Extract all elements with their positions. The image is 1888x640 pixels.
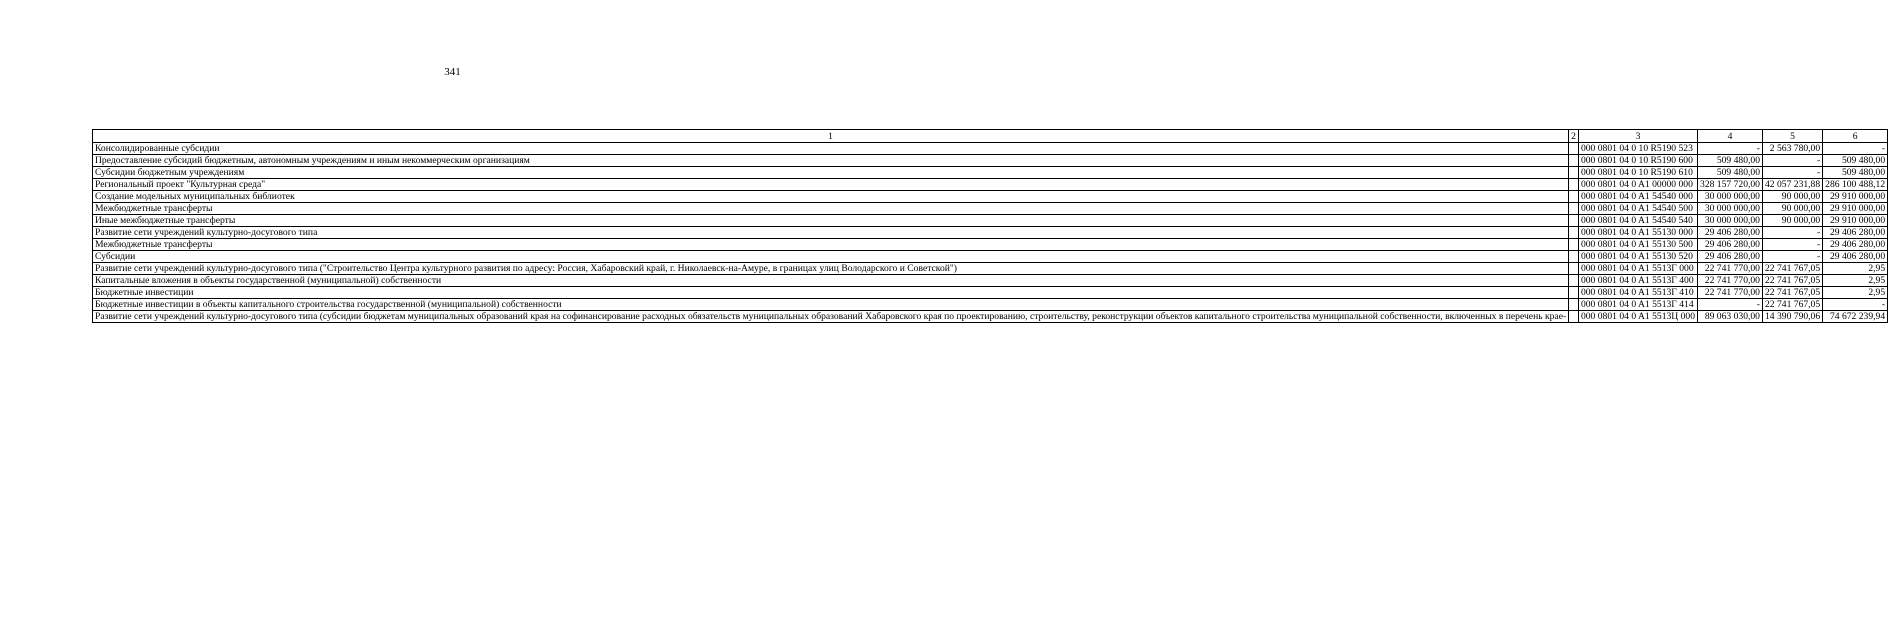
row-amount-6: -: [1823, 299, 1888, 311]
row-name: Межбюджетные трансферты: [93, 203, 1569, 215]
column-header-3: 3: [1578, 130, 1697, 143]
row-col2: [1569, 203, 1579, 215]
row-amount-4: 22 741 770,00: [1698, 275, 1763, 287]
column-header-5: 5: [1762, 130, 1822, 143]
row-col2: [1569, 311, 1579, 323]
row-name: Межбюджетные трансферты: [93, 239, 1569, 251]
table-row: [93, 167, 1888, 179]
row-amount-5: -: [1762, 227, 1822, 239]
row-code: 000 0801 04 0 10 R5190 610: [1578, 167, 1697, 179]
row-amount-4: 29 406 280,00: [1698, 239, 1763, 251]
row-amount-6: 29 910 000,00: [1823, 215, 1888, 227]
row-amount-5: 42 057 231,88: [1762, 179, 1822, 191]
row-name: Субсидии бюджетным учреждениям: [93, 167, 1569, 179]
row-amount-4: 30 000 000,00: [1698, 203, 1763, 215]
row-name: Консолидированные субсидии: [93, 143, 1569, 155]
column-header-6: 6: [1823, 130, 1888, 143]
column-header-1: 1: [93, 130, 1569, 143]
row-code: 000 0801 04 0 A1 54540 540: [1578, 215, 1697, 227]
column-header-4: 4: [1698, 130, 1763, 143]
budget-table: [92, 129, 1888, 323]
row-amount-5: 90 000,00: [1762, 191, 1822, 203]
row-code: 000 0801 04 0 A1 5513Г 400: [1578, 275, 1697, 287]
row-amount-5: 14 390 790,06: [1762, 311, 1822, 323]
row-col2: [1569, 275, 1579, 287]
row-amount-6: 29 406 280,00: [1823, 239, 1888, 251]
table-row: [93, 179, 1888, 191]
row-col2: [1569, 287, 1579, 299]
row-code: 000 0801 04 0 10 R5190 600: [1578, 155, 1697, 167]
row-amount-5: -: [1762, 239, 1822, 251]
row-code: 000 0801 04 0 A1 54540 000: [1578, 191, 1697, 203]
row-amount-4: 328 157 720,00: [1698, 179, 1763, 191]
row-name: Развитие сети учреждений культурно-досугового типа ("Строительство Центра культурного развития по адресу: Россия, Хабаровский край, г. Николаевск-на-Амуре, в границах улиц Володарского и Советской"): [93, 263, 1569, 275]
row-amount-4: 89 063 030,00: [1698, 311, 1763, 323]
row-name: Региональный проект "Культурная среда": [93, 179, 1569, 191]
row-amount-5: 22 741 767,05: [1762, 275, 1822, 287]
row-amount-4: 22 741 770,00: [1698, 287, 1763, 299]
row-col2: [1569, 263, 1579, 275]
row-amount-4: 29 406 280,00: [1698, 227, 1763, 239]
table-row: [93, 215, 1888, 227]
row-amount-5: -: [1762, 155, 1822, 167]
row-col2: [1569, 227, 1579, 239]
table-row: [93, 299, 1888, 311]
row-code: 000 0801 04 0 A1 54540 500: [1578, 203, 1697, 215]
row-col2: [1569, 143, 1579, 155]
row-col2: [1569, 239, 1579, 251]
row-amount-4: 509 480,00: [1698, 167, 1763, 179]
row-amount-6: 29 406 280,00: [1823, 227, 1888, 239]
row-amount-6: -: [1823, 143, 1888, 155]
row-amount-4: 30 000 000,00: [1698, 191, 1763, 203]
row-amount-5: 90 000,00: [1762, 215, 1822, 227]
row-col2: [1569, 179, 1579, 191]
row-amount-4: 29 406 280,00: [1698, 251, 1763, 263]
row-col2: [1569, 191, 1579, 203]
row-col2: [1569, 155, 1579, 167]
table-row: [93, 263, 1888, 275]
table-row: [93, 275, 1888, 287]
row-col2: [1569, 167, 1579, 179]
row-name: Развитие сети учреждений культурно-досугового типа: [93, 227, 1569, 239]
row-amount-6: 2,95: [1823, 287, 1888, 299]
row-amount-5: 22 741 767,05: [1762, 299, 1822, 311]
column-header-2: 2: [1569, 130, 1579, 143]
row-amount-5: -: [1762, 251, 1822, 263]
row-amount-6: 29 406 280,00: [1823, 251, 1888, 263]
row-code: 000 0801 04 0 A1 5513Г 410: [1578, 287, 1697, 299]
page-number: 341: [444, 66, 461, 78]
table-row: [93, 287, 1888, 299]
row-amount-5: 90 000,00: [1762, 203, 1822, 215]
row-amount-4: 22 741 770,00: [1698, 263, 1763, 275]
table-row: [93, 311, 1888, 323]
table-row: [93, 191, 1888, 203]
row-col2: [1569, 299, 1579, 311]
row-name: Развитие сети учреждений культурно-досугового типа (субсидии бюджетам муниципальных образований края на софинансирование расходных обязательств муниципальных образований Хабаровского края по проектированию, строительству, реконструкции объектов капитального строительства муниципальной собственности, включенных в перечень крае-: [93, 311, 1569, 323]
table-row: [93, 143, 1888, 155]
row-name: Иные межбюджетные трансферты: [93, 215, 1569, 227]
row-amount-6: 29 910 000,00: [1823, 191, 1888, 203]
row-amount-4: 509 480,00: [1698, 155, 1763, 167]
row-name: Бюджетные инвестиции в объекты капитального строительства государственной (муниципальной) собственности: [93, 299, 1569, 311]
row-col2: [1569, 251, 1579, 263]
row-code: 000 0801 04 0 A1 5513Ц 000: [1578, 311, 1697, 323]
row-code: 000 0801 04 0 10 R5190 523: [1578, 143, 1697, 155]
row-amount-6: 29 910 000,00: [1823, 203, 1888, 215]
row-amount-6: 286 100 488,12: [1823, 179, 1888, 191]
row-amount-4: -: [1698, 299, 1763, 311]
row-amount-6: 74 672 239,94: [1823, 311, 1888, 323]
row-amount-6: 2,95: [1823, 275, 1888, 287]
row-name: Капитальные вложения в объекты государственной (муниципальной) собственности: [93, 275, 1569, 287]
row-col2: [1569, 215, 1579, 227]
row-name: Бюджетные инвестиции: [93, 287, 1569, 299]
table-row: [93, 155, 1888, 167]
table-row: [93, 239, 1888, 251]
table-row: [93, 251, 1888, 263]
header-row: [93, 130, 1888, 143]
row-code: 000 0801 04 0 A1 5513Г 414: [1578, 299, 1697, 311]
row-amount-5: -: [1762, 167, 1822, 179]
row-code: 000 0801 04 0 A1 55130 520: [1578, 251, 1697, 263]
row-name: Создание модельных муниципальных библиотек: [93, 191, 1569, 203]
row-amount-5: 22 741 767,05: [1762, 263, 1822, 275]
row-code: 000 0801 04 0 A1 5513Г 000: [1578, 263, 1697, 275]
row-amount-6: 2,95: [1823, 263, 1888, 275]
row-code: 000 0801 04 0 A1 55130 000: [1578, 227, 1697, 239]
table-row: [93, 203, 1888, 215]
row-amount-6: 509 480,00: [1823, 167, 1888, 179]
row-code: 000 0801 04 0 A1 00000 000: [1578, 179, 1697, 191]
row-amount-4: -: [1698, 143, 1763, 155]
row-name: Предоставление субсидий бюджетным, автономным учреждениям и иным некоммерческим организациям: [93, 155, 1569, 167]
row-amount-6: 509 480,00: [1823, 155, 1888, 167]
row-amount-5: 22 741 767,05: [1762, 287, 1822, 299]
row-amount-5: 2 563 780,00: [1762, 143, 1822, 155]
row-code: 000 0801 04 0 A1 55130 500: [1578, 239, 1697, 251]
table-row: [93, 227, 1888, 239]
row-amount-4: 30 000 000,00: [1698, 215, 1763, 227]
row-name: Субсидии: [93, 251, 1569, 263]
